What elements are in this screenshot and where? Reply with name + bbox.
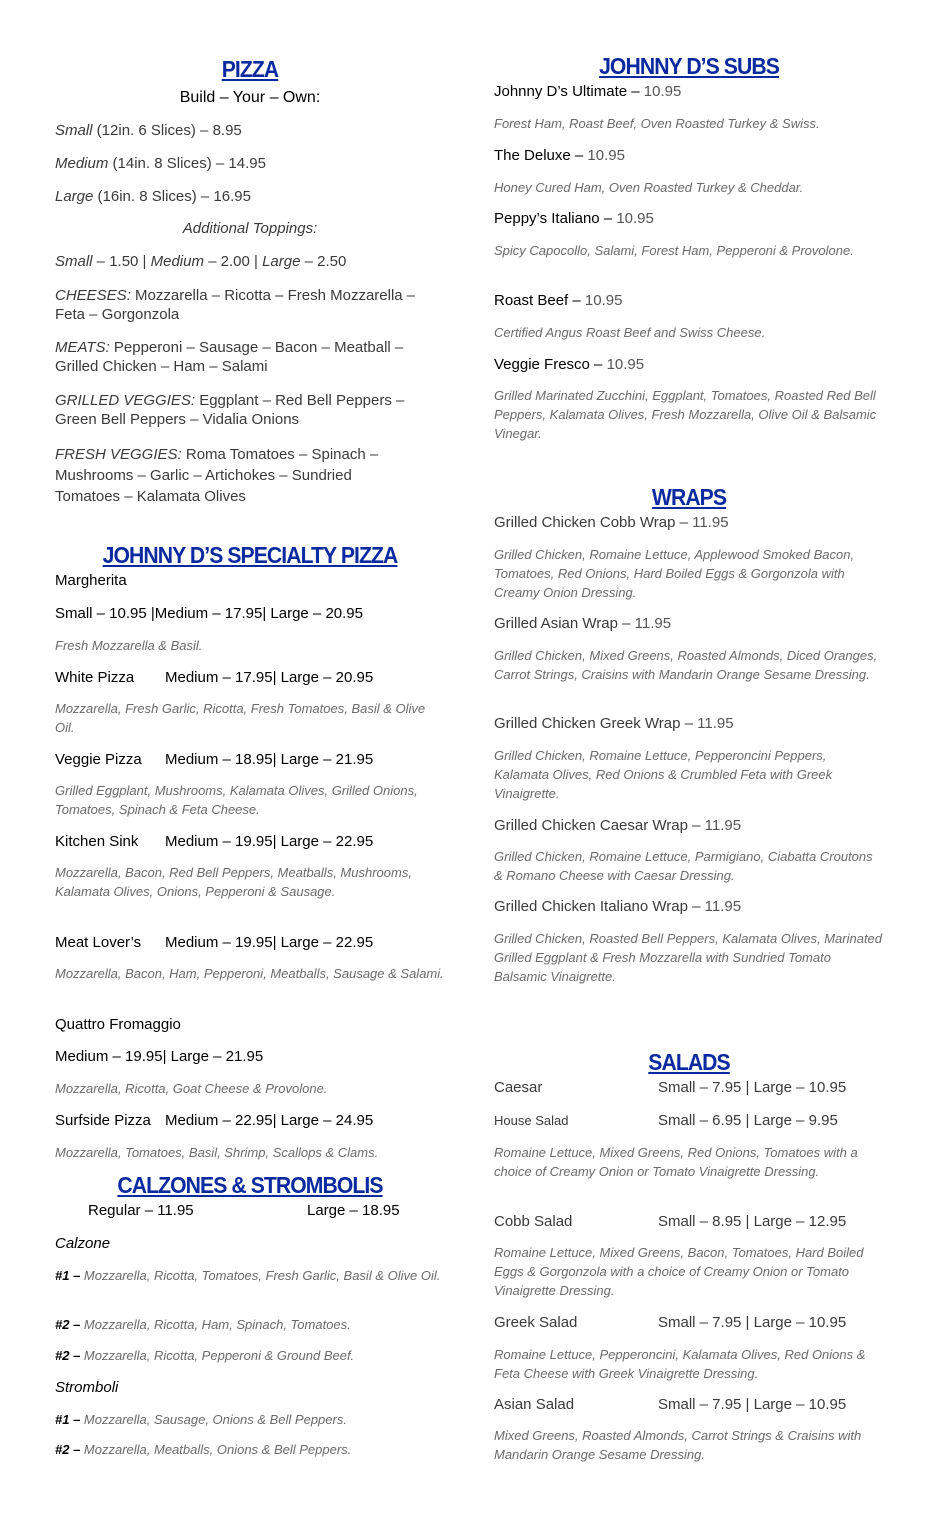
specialty-item-prices: Medium – 22.95| Large – 24.95 (165, 1112, 374, 1129)
wrap-item-name: Grilled Chicken Caesar Wrap – 11.95 (494, 817, 742, 834)
toppings-cheeses: CHEESES: Mozzarella – Ricotta – Fresh Mozzarella – Feta – Gorgonzola (55, 287, 416, 323)
wrap-item-description: Grilled Chicken, Romaine Lettuce, Pepperoncini Peppers, Kalamata Olives, Red Onions & Crumbled Feta with Greek Vinaigrette. (494, 748, 833, 801)
sub-item-description: Certified Angus Roast Beef and Swiss Cheese. (494, 325, 766, 340)
specialty-item-description: Mozzarella, Bacon, Red Bell Peppers, Meatballs, Mushrooms, Kalamata Olives, Onions, Pepperoni & Sausage. (55, 865, 412, 899)
pizza-size-small: Small (12in. 6 Slices) – 8.95 (55, 122, 242, 139)
topping-prices: Small – 1.50 | Medium – 2.00 | Large – 2.50 (55, 253, 347, 270)
salad-item-name: Cobb Salad (494, 1213, 573, 1230)
salad-item-name: Greek Salad (494, 1314, 578, 1331)
salad-item-prices: Small – 6.95 | Large – 9.95 (658, 1112, 838, 1129)
specialty-item-description: Mozzarella, Ricotta, Goat Cheese & Provolone. (55, 1081, 328, 1096)
specialty-item-name: Meat Lover’s (55, 934, 142, 951)
pizza-size-medium: Medium (14in. 8 Slices) – 14.95 (55, 155, 266, 172)
specialty-item-description: Fresh Mozzarella & Basil. (55, 638, 203, 653)
salad-item-prices: Small – 8.95 | Large – 12.95 (658, 1213, 847, 1230)
salad-item-description: Romaine Lettuce, Mixed Greens, Bacon, Tomatoes, Hard Boiled Eggs & Gorgonzola with a choice of Creamy Onion or Tomato Vinaigrette Dressing. (494, 1245, 864, 1298)
wrap-item-description: Grilled Chicken, Romaine Lettuce, Parmigiano, Ciabatta Croutons & Romano Cheese with Caesar Dressing. (494, 849, 873, 883)
salad-item-name: Asian Salad (494, 1396, 575, 1413)
wrap-item-description: Grilled Chicken, Romaine Lettuce, Applewood Smoked Bacon, Tomatoes, Red Onions, Hard Boiled Eggs & Gorgonzola with Creamy Onion Dressing. (494, 547, 855, 600)
specialty-item-prices: Small – 10.95 |Medium – 17.95| Large – 20.95 (55, 605, 363, 622)
pizza-heading: PIZZA (221, 56, 279, 82)
specialty-item-description: Mozzarella, Bacon, Ham, Pepperoni, Meatballs, Sausage & Salami. (55, 966, 444, 981)
sub-item-description: Honey Cured Ham, Oven Roasted Turkey & Cheddar. (494, 180, 804, 195)
calzone-large-price: Large – 18.95 (307, 1202, 400, 1219)
specialty-item-prices: Medium – 19.95| Large – 22.95 (165, 934, 374, 951)
wrap-item-description: Grilled Chicken, Mixed Greens, Roasted Almonds, Diced Oranges, Carrot Strings, Craisins with Mandarin Orange Sesame Dressing. (494, 648, 878, 682)
calzone-item: #2 – Mozzarella, Ricotta, Pepperoni & Ground Beef. (55, 1348, 355, 1363)
build-your-own-subtitle: Build – Your – Own: (179, 89, 321, 106)
specialty-pizza-heading: JOHNNY D’S SPECIALTY PIZZA (102, 542, 398, 568)
calzones-heading: CALZONES & STROMBOLIS (117, 1172, 383, 1198)
specialty-item-name: Margherita (55, 572, 127, 589)
salad-item-description: Romaine Lettuce, Pepperoncini, Kalamata Olives, Red Onions & Feta Cheese with Greek Vinaigrette Dressing. (494, 1347, 866, 1381)
sub-item-name: Roast Beef – 10.95 (494, 292, 623, 309)
wrap-item-name: Grilled Asian Wrap – 11.95 (494, 615, 672, 632)
salad-item-prices: Small – 7.95 | Large – 10.95 (658, 1396, 847, 1413)
calzone-regular-price: Regular – 11.95 (88, 1202, 194, 1219)
sub-item-description: Grilled Marinated Zucchini, Eggplant, Tomatoes, Roasted Red Bell Peppers, Kalamata Olives, Fresh Mozzarella, Olive Oil & Balsamic Vinegar. (494, 388, 877, 441)
specialty-item-description: Grilled Eggplant, Mushrooms, Kalamata Olives, Grilled Onions, Tomatoes, Spinach & Feta Cheese. (55, 783, 418, 817)
specialty-item-name: Veggie Pizza (55, 751, 142, 768)
sub-item-name: Peppy’s Italiano – 10.95 (494, 210, 654, 227)
wrap-item-name: Grilled Chicken Italiano Wrap – 11.95 (494, 898, 742, 915)
salad-item-prices: Small – 7.95 | Large – 10.95 (658, 1079, 847, 1096)
salad-item-name: House Salad (494, 1113, 569, 1128)
specialty-item-name: Surfside Pizza (55, 1112, 151, 1129)
toppings-grilled-veggies: GRILLED VEGGIES: Eggplant – Red Bell Peppers – Green Bell Peppers – Vidalia Onions (55, 392, 405, 428)
sub-item-name: Veggie Fresco – 10.95 (494, 356, 645, 373)
calzone-item: #2 – Mozzarella, Ricotta, Ham, Spinach, Tomatoes. (55, 1317, 351, 1332)
salads-heading: SALADS (648, 1049, 730, 1075)
wraps-heading: WRAPS (651, 484, 727, 510)
subs-heading: JOHNNY D’S SUBS (599, 53, 779, 79)
salad-item-description: Mixed Greens, Roasted Almonds, Carrot Strings & Craisins with Mandarin Orange Sesame Dressing. (494, 1428, 862, 1462)
calzone-group-title: Calzone (55, 1235, 111, 1252)
calzone-item: #1 – Mozzarella, Ricotta, Tomatoes, Fresh Garlic, Basil & Olive Oil. (55, 1268, 441, 1283)
specialty-item-prices: Medium – 19.95| Large – 22.95 (165, 833, 374, 850)
stromboli-item: #1 – Mozzarella, Sausage, Onions & Bell Peppers. (55, 1412, 347, 1427)
additional-toppings-title: Additional Toppings: (182, 220, 318, 237)
sub-item-name: Johnny D’s Ultimate – 10.95 (494, 83, 682, 100)
toppings-fresh-veggies: FRESH VEGGIES: Roma Tomatoes – Spinach – Mushrooms – Garlic – Artichokes – Sundried Tomatoes – Kalamata Olives (55, 446, 379, 505)
specialty-item-prices: Medium – 18.95| Large – 21.95 (165, 751, 374, 768)
stromboli-group-title: Stromboli (55, 1379, 119, 1396)
specialty-item-description: Mozzarella, Tomatoes, Basil, Shrimp, Scallops & Clams. (55, 1145, 379, 1160)
stromboli-item: #2 – Mozzarella, Meatballs, Onions & Bell Peppers. (55, 1442, 352, 1457)
specialty-item-prices: Medium – 17.95| Large – 20.95 (165, 669, 374, 686)
salad-item-prices: Small – 7.95 | Large – 10.95 (658, 1314, 847, 1331)
specialty-item-name: Kitchen Sink (55, 833, 139, 850)
salad-item-description: Romaine Lettuce, Mixed Greens, Red Onions, Tomatoes with a choice of Creamy Onion or Tomato Vinaigrette Dressing. (494, 1145, 858, 1179)
salad-item-name: Caesar (494, 1079, 543, 1096)
sub-item-description: Spicy Capocollo, Salami, Forest Ham, Pepperoni & Provolone. (494, 243, 854, 258)
wrap-item-name: Grilled Chicken Greek Wrap – 11.95 (494, 715, 734, 732)
specialty-item-name: White Pizza (55, 669, 135, 686)
sub-item-name: The Deluxe – 10.95 (494, 147, 625, 164)
specialty-item-prices: Medium – 19.95| Large – 21.95 (55, 1048, 264, 1065)
specialty-item-name: Quattro Fromaggio (55, 1016, 181, 1033)
sub-item-description: Forest Ham, Roast Beef, Oven Roasted Turkey & Swiss. (494, 116, 820, 131)
toppings-meats: MEATS: Pepperoni – Sausage – Bacon – Meatball – Grilled Chicken – Ham – Salami (55, 339, 404, 375)
wrap-item-description: Grilled Chicken, Roasted Bell Peppers, Kalamata Olives, Marinated Grilled Eggplant & Fresh Mozzarella with Sundried Tomato Balsamic Vinaigrette. (494, 931, 883, 984)
wrap-item-name: Grilled Chicken Cobb Wrap – 11.95 (494, 514, 729, 531)
pizza-size-large: Large (16in. 8 Slices) – 16.95 (55, 188, 251, 205)
specialty-item-description: Mozzarella, Fresh Garlic, Ricotta, Fresh Tomatoes, Basil & Olive Oil. (55, 701, 426, 735)
